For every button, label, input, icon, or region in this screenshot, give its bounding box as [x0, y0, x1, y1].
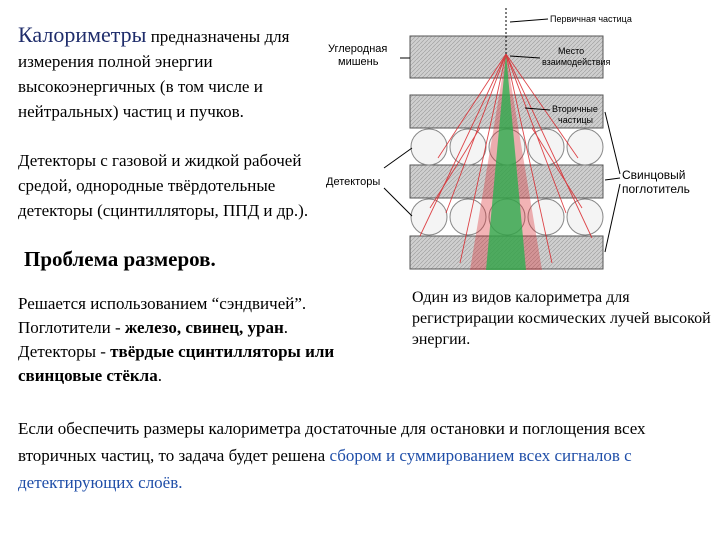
label-target-2: мишень [338, 56, 379, 68]
detectors-value: твёрдые сцинтилляторы или свинцовые стёкла [18, 342, 335, 385]
label-secondary-1: Вторичные [552, 104, 598, 114]
absorbers-label: Поглотители - [18, 318, 125, 337]
label-interaction-1: Место [558, 46, 585, 56]
conclusion-paragraph [18, 415, 708, 496]
label-absorber-2: поглотитель [622, 182, 690, 196]
detectors-end: . [157, 366, 162, 385]
solution-paragraph [18, 292, 398, 388]
intro-text: предназначены для измерения полной энергии высокоэнергичных (в том числе и нейтральных) частиц и пучков. [18, 27, 290, 121]
label-secondary-2: частицы [558, 115, 593, 125]
section-heading: Проблема размеров. [24, 247, 216, 271]
conclusion-end: . [178, 473, 183, 492]
label-interaction-2: взаимодействия [542, 57, 611, 67]
intro-title-word: Калориметры [18, 22, 147, 47]
detectors-paragraph: Детекторы с газовой и жидкой рабочей средой, однородные твёрдотельные детекторы (сцинтилляторы, ППД и др.). [18, 151, 309, 220]
calorimeter-diagram [320, 8, 720, 280]
label-target-1: Углеродная [328, 43, 388, 55]
detectors-label: Детекторы - [18, 342, 111, 361]
solution-line-1: Решается использованием “сэндвичей”. [18, 294, 307, 313]
absorbers-end: . [283, 318, 289, 337]
conclusion-text: Если обеспечить размеры калориметра достаточные для остановки и поглощения всех вторичных частиц, то задача будет решена [18, 419, 646, 465]
diagram-caption: Один из видов калориметра для регистрирации космических лучей высокой энергии. [412, 289, 711, 348]
intro-paragraph [18, 22, 318, 124]
label-primary: Первичная частица [550, 14, 632, 24]
label-detectors: Детекторы [326, 176, 381, 188]
absorbers-value: железо, свинец, уран [124, 318, 284, 337]
conclusion-highlight: сбором и суммированием всех сигналов с детектирующих слоёв [18, 446, 632, 492]
absorbers-line [18, 316, 398, 340]
detectors-line [18, 340, 398, 388]
label-absorber-1: Свинцовый [622, 168, 686, 182]
